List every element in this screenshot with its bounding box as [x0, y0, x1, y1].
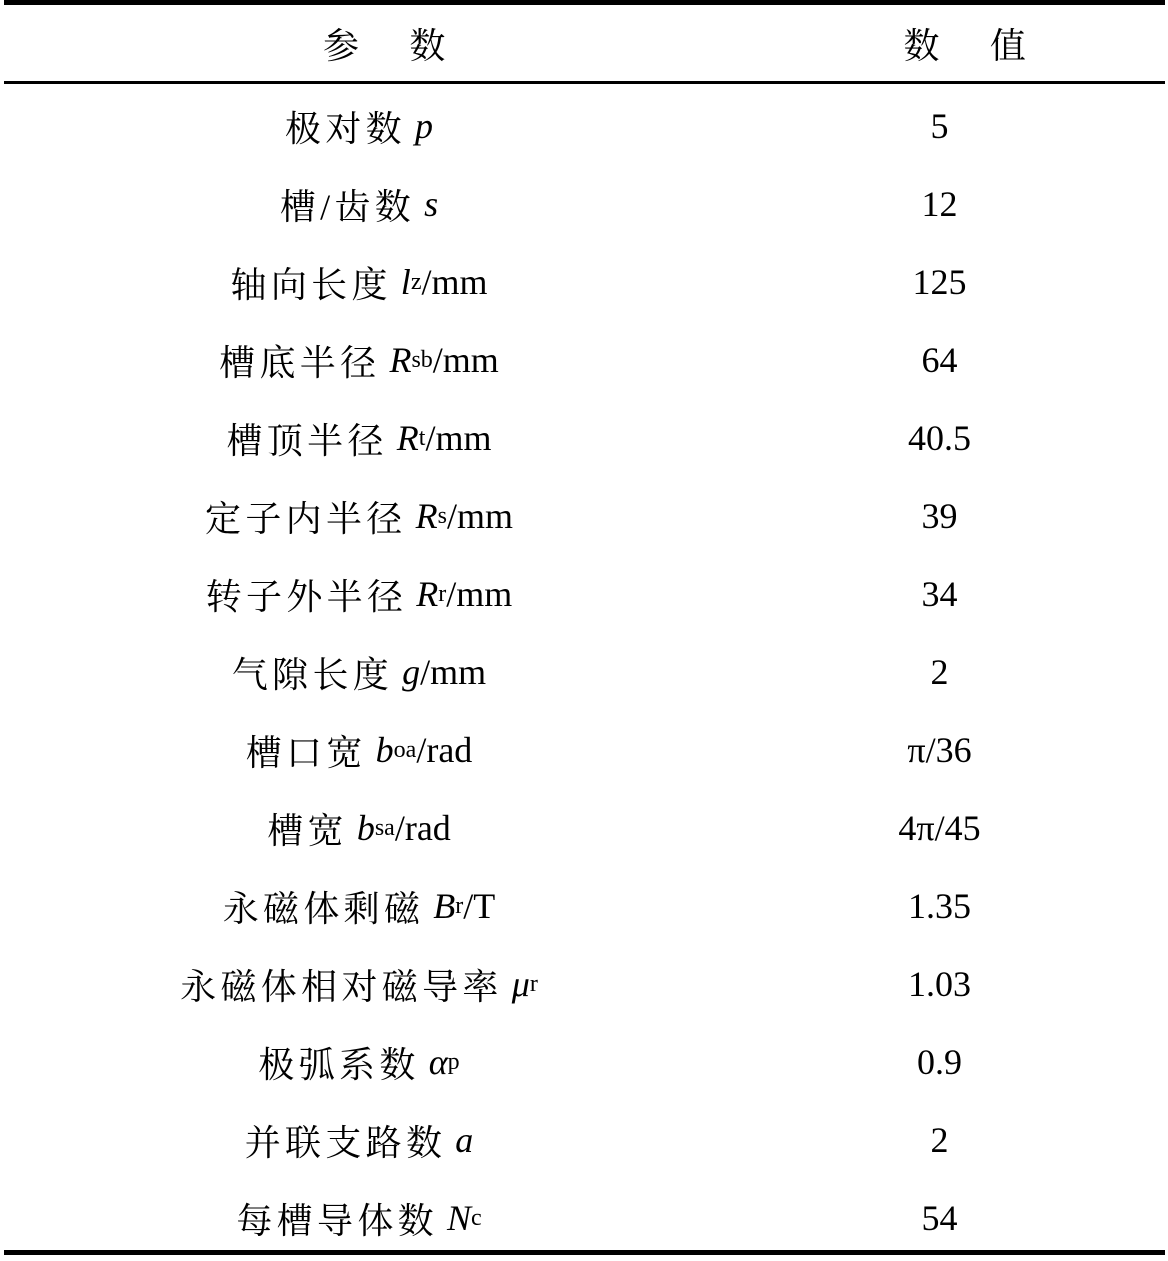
param-cell: [4, 555, 714, 633]
param-name: 槽顶半径: [226, 420, 388, 461]
value-cell: 2: [930, 652, 949, 692]
param-cell: [4, 945, 714, 1023]
param-subscript: oa: [393, 736, 417, 763]
table-row: [4, 477, 1165, 555]
param-unit: /T: [463, 886, 496, 926]
param-symbol: a: [455, 1120, 474, 1160]
param-symbol: R: [416, 574, 439, 614]
param-cell: [4, 399, 714, 477]
param-symbol: b: [375, 730, 394, 770]
param-cell: [4, 633, 714, 711]
param-name: 气隙长度: [231, 654, 394, 695]
param-cell: [4, 1023, 714, 1101]
header-value: 数值: [903, 25, 1077, 66]
param-name: 槽宽: [267, 810, 348, 851]
value-cell: 4π/45: [898, 808, 981, 848]
value-cell: 5: [930, 106, 949, 146]
param-cell: [4, 1179, 714, 1257]
table-row: [4, 1179, 1165, 1257]
table-row: [4, 1023, 1165, 1101]
param-name: 每槽导体数: [236, 1200, 438, 1241]
value-cell: 125: [912, 262, 967, 302]
param-unit: /rad: [416, 730, 473, 770]
table-row: [4, 1101, 1165, 1179]
param-subscript: r: [455, 892, 464, 919]
table-bottom-rule: [4, 1250, 1165, 1255]
param-cell: [4, 711, 714, 789]
param-cell: [4, 243, 714, 321]
param-symbol: R: [415, 496, 438, 536]
param-symbol: R: [389, 340, 412, 380]
param-subscript: s: [437, 502, 447, 529]
value-cell: 34: [921, 574, 958, 614]
param-symbol: R: [396, 418, 419, 458]
param-symbol: b: [356, 808, 375, 848]
param-symbol: p: [414, 106, 433, 146]
table-row: [4, 87, 1165, 165]
table-row: [4, 399, 1165, 477]
value-cell: 0.9: [917, 1042, 962, 1082]
param-name: 极弧系数: [258, 1044, 420, 1085]
param-name: 定子内半径: [205, 498, 407, 539]
param-subscript: t: [418, 424, 426, 451]
table-row: [4, 867, 1165, 945]
param-cell: [4, 1101, 714, 1179]
value-cell: 12: [921, 184, 958, 224]
table-row: [4, 321, 1165, 399]
param-name: 永磁体相对磁导率: [180, 966, 503, 1007]
table-header-row: [4, 5, 1165, 81]
param-subscript: p: [447, 1048, 460, 1075]
header-param: 参数: [322, 25, 496, 66]
param-unit: /rad: [394, 808, 451, 848]
table-row: [4, 711, 1165, 789]
table-row: [4, 789, 1165, 867]
param-symbol: α: [428, 1042, 448, 1082]
param-unit: /mm: [425, 418, 492, 458]
table-row: [4, 945, 1165, 1023]
value-cell: 1.35: [908, 886, 971, 926]
param-cell: [4, 789, 714, 867]
param-name: 转子外半径: [205, 576, 408, 617]
param-cell: [4, 477, 714, 555]
value-cell: π/36: [907, 730, 972, 770]
param-symbol: μ: [511, 964, 530, 1004]
table-row: [4, 165, 1165, 243]
param-name: 轴向长度: [230, 264, 392, 305]
param-subscript: r: [529, 970, 538, 997]
param-name: 槽底半径: [219, 342, 381, 383]
param-name: 并联支路数: [244, 1122, 447, 1163]
value-cell: 2: [930, 1120, 949, 1160]
param-unit: /mm: [446, 574, 513, 614]
param-subscript: r: [438, 580, 447, 607]
param-cell: [4, 87, 714, 165]
param-subscript: c: [470, 1204, 482, 1231]
param-symbol: l: [400, 262, 411, 302]
param-name: 槽口宽: [245, 732, 367, 773]
value-cell: 39: [921, 496, 958, 536]
table-row: [4, 555, 1165, 633]
param-symbol: s: [424, 184, 439, 224]
param-name: 极对数: [285, 108, 406, 149]
table-row: [4, 243, 1165, 321]
param-subscript: sa: [374, 814, 395, 841]
param-unit: /mm: [432, 340, 499, 380]
value-cell: 1.03: [908, 964, 971, 1004]
param-unit: /mm: [421, 262, 488, 302]
value-cell: 54: [921, 1198, 958, 1238]
param-subscript: z: [410, 268, 422, 295]
param-symbol: N: [446, 1198, 471, 1238]
value-cell: 40.5: [908, 418, 971, 458]
param-cell: [4, 867, 714, 945]
value-cell: 64: [921, 340, 958, 380]
param-subscript: sb: [411, 346, 433, 373]
param-unit: /mm: [446, 496, 513, 536]
param-cell: [4, 321, 714, 399]
table-row: [4, 633, 1165, 711]
param-unit: /mm: [420, 652, 487, 692]
param-name: 槽/齿数: [279, 186, 416, 227]
param-symbol: B: [433, 886, 456, 926]
param-cell: [4, 165, 714, 243]
param-name: 永磁体剩磁: [222, 888, 425, 929]
table-header-rule: [4, 81, 1165, 84]
param-symbol: g: [402, 652, 421, 692]
